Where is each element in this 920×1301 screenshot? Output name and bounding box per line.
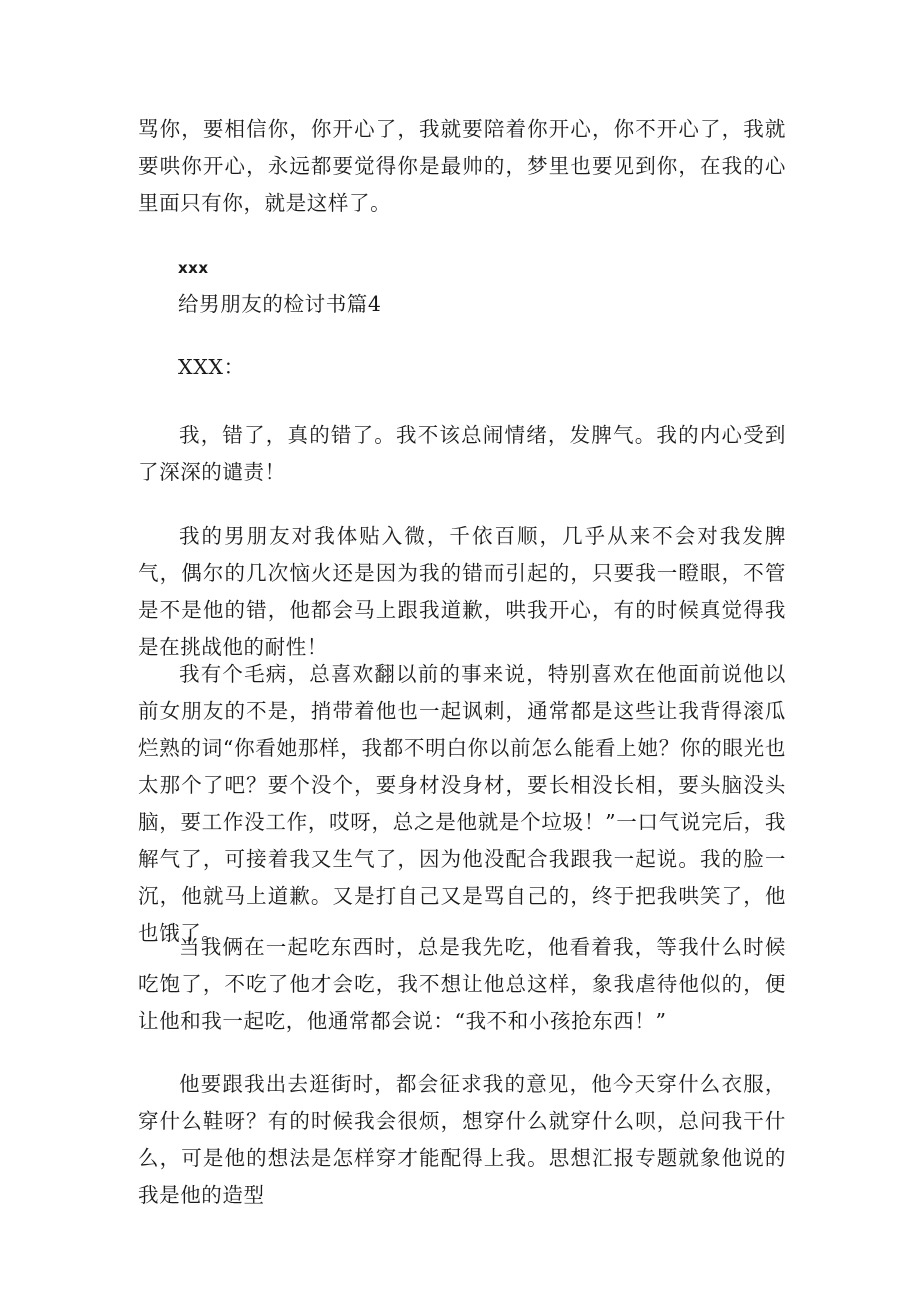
body-paragraph-3: 我有个毛病，总喜欢翻以前的事来说，特别喜欢在他面前说他以前女朋友的不是，捎带着他也一起讽刺，通常都是这些让我背得滚瓜烂熟的词“你看她那样，我都不明白你以前怎么能看上她？你的眼光也太那个了吧？要个没个，要身材没身材，要长相没长相，要头脑没头脑，要工作没工作，哎呀，总之是他就是个垃圾！”一口气说完后，我解气了，可接着我又生气了，因为他没配合我跟我一起说。我的脸一沉，他就马上道歉。又是打自己又是骂自己的，终于把我哄笑了，他也饿了。 bbox=[138, 662, 786, 945]
intro-paragraph: 骂你，要相信你，你开心了，我就要陪着你开心，你不开心了，我就要哄你开心，永远都要觉得你是最帅的，梦里也要见到你，在我的心里面只有你，就是这样了。 bbox=[138, 117, 786, 215]
body-paragraph-4: 当我俩在一起吃东西时，总是我先吃，他看着我，等我什么时候吃饱了，不吃了他才会吃，我不想让他总这样，象我虐待他似的，便让他和我一起吃，他通常都会说：“我不和小孩抢东西！” bbox=[138, 935, 786, 1033]
body-paragraph-1: 我，错了，真的错了。我不该总闹情绪，发脾气。我的内心受到了深深的谴责！ bbox=[138, 423, 786, 484]
section-title: 给男朋友的检讨书篇4 bbox=[178, 292, 382, 316]
body-paragraph-2: 我的男朋友对我体贴入微，千依百顺，几乎从来不会对我发脾气，偶尔的几次恼火还是因为我的错而引起的，只要我一瞪眼，不管是不是他的错，他都会马上跟我道歉，哄我开心，有的时候真觉得我是在挑战他的耐性！ bbox=[138, 524, 786, 659]
author-name-tag: xxx bbox=[178, 259, 209, 277]
salutation: XXX： bbox=[178, 355, 245, 379]
body-paragraph-5: 他要跟我出去逛街时，都会征求我的意见，他今天穿什么衣服，穿什么鞋呀？有的时候我会很烦，想穿什么就穿什么呗，总问我干什么，可是他的想法是怎样穿才能配得上我。思想汇报专题就象他说的我是他的造型 bbox=[138, 1072, 786, 1207]
